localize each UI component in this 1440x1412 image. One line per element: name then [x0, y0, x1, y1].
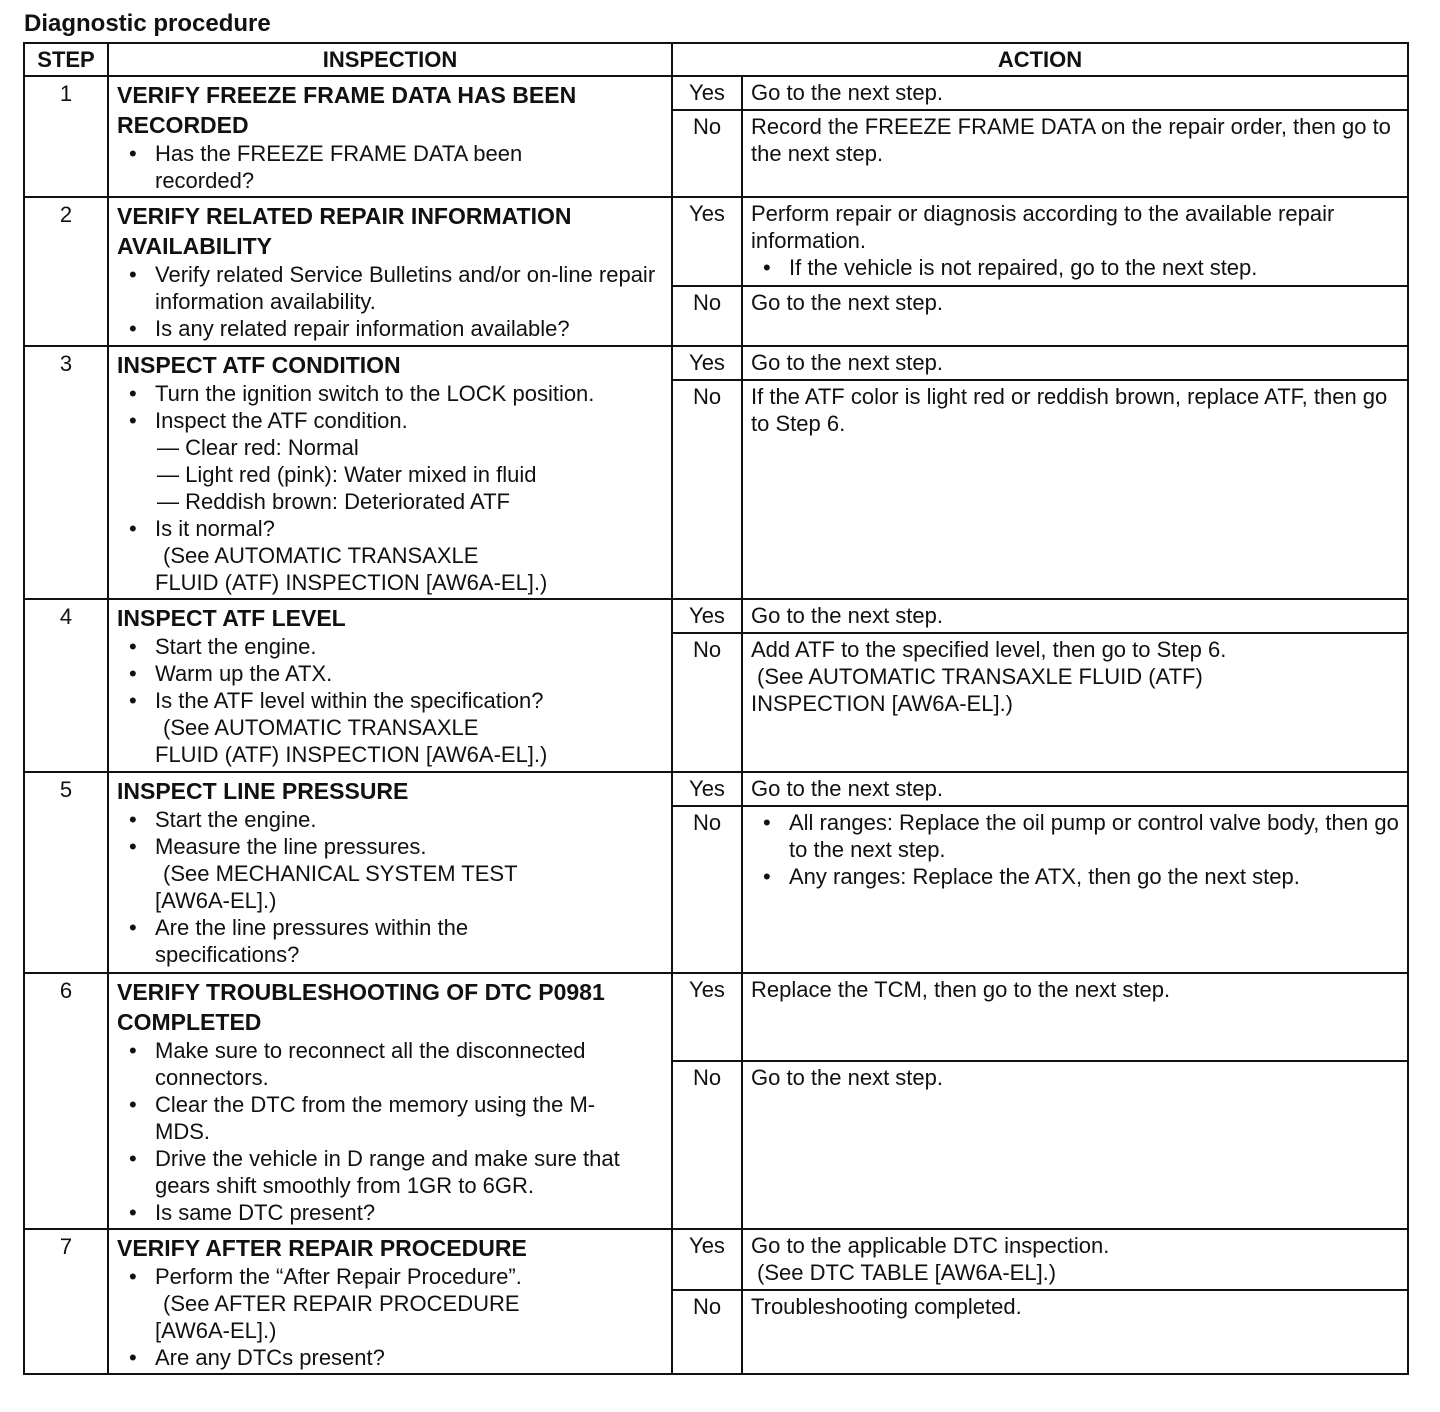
reference-text: (See AFTER REPAIR PROCEDURE — [163, 1291, 520, 1316]
yes-action: Go to the next step. — [742, 599, 1408, 633]
step-row — [24, 197, 1408, 286]
yes-label: Yes — [672, 772, 742, 806]
step-number: 1 — [24, 76, 108, 197]
no-label: No — [672, 380, 742, 599]
condition-item: — Light red (pink): Water mixed in fluid — [157, 462, 537, 487]
reference-text: [AW6A-EL].) — [155, 1318, 277, 1343]
reference-text: (See AUTOMATIC TRANSAXLE — [163, 543, 479, 568]
inspection-bullet: • Is any related repair information available? — [117, 315, 665, 342]
inspection-cell — [108, 1229, 672, 1374]
yes-action-cell — [742, 1229, 1408, 1290]
inspection-bullets — [117, 140, 665, 194]
inspection-bullet: • Start the engine. — [117, 633, 665, 660]
yes-action: Go to the applicable DTC inspection. — [751, 1233, 1110, 1258]
step-row — [24, 1229, 1408, 1290]
no-action: Record the FREEZE FRAME DATA on the repair order, then go to the next step. — [742, 110, 1408, 197]
no-action-bullet: • All ranges: Replace the oil pump or control valve body, then go to the next step. — [751, 809, 1399, 863]
header-step: STEP — [24, 43, 108, 76]
step-number: 5 — [24, 772, 108, 973]
inspection-bullet: • Is same DTC present? — [117, 1199, 665, 1226]
step-number: 2 — [24, 197, 108, 346]
inspection-bullet: • Is it normal? — [117, 515, 665, 542]
step-number: 4 — [24, 599, 108, 772]
inspection-bullets — [117, 633, 665, 714]
reference-text: [AW6A-EL].) — [155, 888, 277, 913]
step-row — [24, 599, 1408, 633]
inspection-title: INSPECT ATF LEVEL — [117, 605, 346, 631]
inspection-bullet: • Are the line pressures within the specifications? — [117, 914, 665, 968]
inspection-bullet: • Is the ATF level within the specification? — [117, 687, 665, 714]
inspection-bullet: • Inspect the ATF condition. — [117, 407, 665, 434]
reference-text: INSPECTION [AW6A-EL].) — [751, 691, 1014, 716]
inspection-title: VERIFY RELATED REPAIR INFORMATION AVAILABILITY — [117, 203, 572, 259]
no-label: No — [672, 1061, 742, 1229]
page-title: Diagnostic procedure — [24, 10, 271, 37]
yes-action-bullet: • If the vehicle is not repaired, go to the next step. — [751, 254, 1399, 281]
yes-action: Go to the next step. — [742, 772, 1408, 806]
inspection-bullet: • Perform the “After Repair Procedure”. — [117, 1263, 665, 1290]
no-action-bullet: • Any ranges: Replace the ATX, then go the next step. — [751, 863, 1399, 890]
inspection-bullets — [117, 1263, 665, 1290]
inspection-bullet: • Are any DTCs present? — [117, 1344, 665, 1371]
step-number: 6 — [24, 973, 108, 1229]
inspection-bullets — [117, 380, 665, 434]
reference-text: FLUID (ATF) INSPECTION [AW6A-EL].) — [155, 742, 548, 767]
inspection-bullets — [117, 261, 665, 342]
inspection-bullet: • Has the FREEZE FRAME DATA been recorded? — [117, 140, 665, 194]
step-number: 7 — [24, 1229, 108, 1374]
inspection-bullet: • Start the engine. — [117, 806, 665, 833]
inspection-cell — [108, 346, 672, 599]
no-action: Go to the next step. — [742, 286, 1408, 346]
yes-action: Go to the next step. — [742, 76, 1408, 110]
inspection-title: INSPECT LINE PRESSURE — [117, 778, 409, 804]
no-label: No — [672, 806, 742, 973]
inspection-title: VERIFY AFTER REPAIR PROCEDURE — [117, 1235, 527, 1261]
inspection-bullet: • Measure the line pressures. — [117, 833, 665, 860]
condition-item: — Clear red: Normal — [157, 435, 359, 460]
inspection-bullet: • Clear the DTC from the memory using the M-MDS. — [117, 1091, 665, 1145]
inspection-cell — [108, 599, 672, 772]
table-header-row — [24, 43, 1408, 76]
inspection-bullet: • Drive the vehicle in D range and make sure that gears shift smoothly from 1GR to 6GR. — [117, 1145, 665, 1199]
yes-action: Perform repair or diagnosis according to the available repair information. — [751, 201, 1335, 253]
yes-label: Yes — [672, 973, 742, 1061]
yes-action: Replace the TCM, then go to the next step. — [742, 973, 1408, 1061]
header-inspection: INSPECTION — [108, 43, 672, 76]
no-action: Add ATF to the specified level, then go to Step 6. — [751, 637, 1227, 662]
inspection-bullet: • Warm up the ATX. — [117, 660, 665, 687]
inspection-title: INSPECT ATF CONDITION — [117, 352, 401, 378]
step-row — [24, 772, 1408, 806]
reference-text: (See MECHANICAL SYSTEM TEST — [163, 861, 518, 886]
yes-label: Yes — [672, 1229, 742, 1290]
no-action: Go to the next step. — [742, 1061, 1408, 1229]
yes-label: Yes — [672, 76, 742, 110]
inspection-cell — [108, 76, 672, 197]
diagnostic-table — [23, 42, 1409, 1375]
no-action-cell — [742, 806, 1408, 973]
inspection-cell — [108, 973, 672, 1229]
no-label: No — [672, 1290, 742, 1374]
yes-action-cell — [742, 197, 1408, 286]
inspection-bullets — [117, 1037, 665, 1226]
yes-label: Yes — [672, 599, 742, 633]
reference-text: FLUID (ATF) INSPECTION [AW6A-EL].) — [155, 570, 548, 595]
no-label: No — [672, 633, 742, 772]
yes-label: Yes — [672, 197, 742, 286]
header-action: ACTION — [672, 43, 1408, 76]
no-label: No — [672, 110, 742, 197]
no-action-cell — [742, 633, 1408, 772]
step-row — [24, 76, 1408, 110]
step-row — [24, 346, 1408, 380]
inspection-bullet: • Turn the ignition switch to the LOCK position. — [117, 380, 665, 407]
inspection-bullets — [117, 806, 665, 860]
inspection-bullet: • Verify related Service Bulletins and/or on-line repair information availability. — [117, 261, 665, 315]
inspection-title: VERIFY TROUBLESHOOTING OF DTC P0981 COMPLETED — [117, 979, 605, 1035]
inspection-bullet: • Make sure to reconnect all the disconnected connectors. — [117, 1037, 665, 1091]
step-row — [24, 973, 1408, 1061]
reference-text: (See DTC TABLE [AW6A-EL].) — [757, 1260, 1057, 1285]
yes-label: Yes — [672, 346, 742, 380]
reference-text: (See AUTOMATIC TRANSAXLE FLUID (ATF) — [757, 664, 1203, 689]
condition-item: — Reddish brown: Deteriorated ATF — [157, 489, 510, 514]
reference-text: (See AUTOMATIC TRANSAXLE — [163, 715, 479, 740]
inspection-cell — [108, 197, 672, 346]
step-number: 3 — [24, 346, 108, 599]
inspection-title: VERIFY FREEZE FRAME DATA HAS BEEN RECORDED — [117, 82, 577, 138]
no-label: No — [672, 286, 742, 346]
no-action: Troubleshooting completed. — [742, 1290, 1408, 1374]
yes-action: Go to the next step. — [742, 346, 1408, 380]
no-action: If the ATF color is light red or reddish brown, replace ATF, then go to Step 6. — [742, 380, 1408, 599]
inspection-cell — [108, 772, 672, 973]
